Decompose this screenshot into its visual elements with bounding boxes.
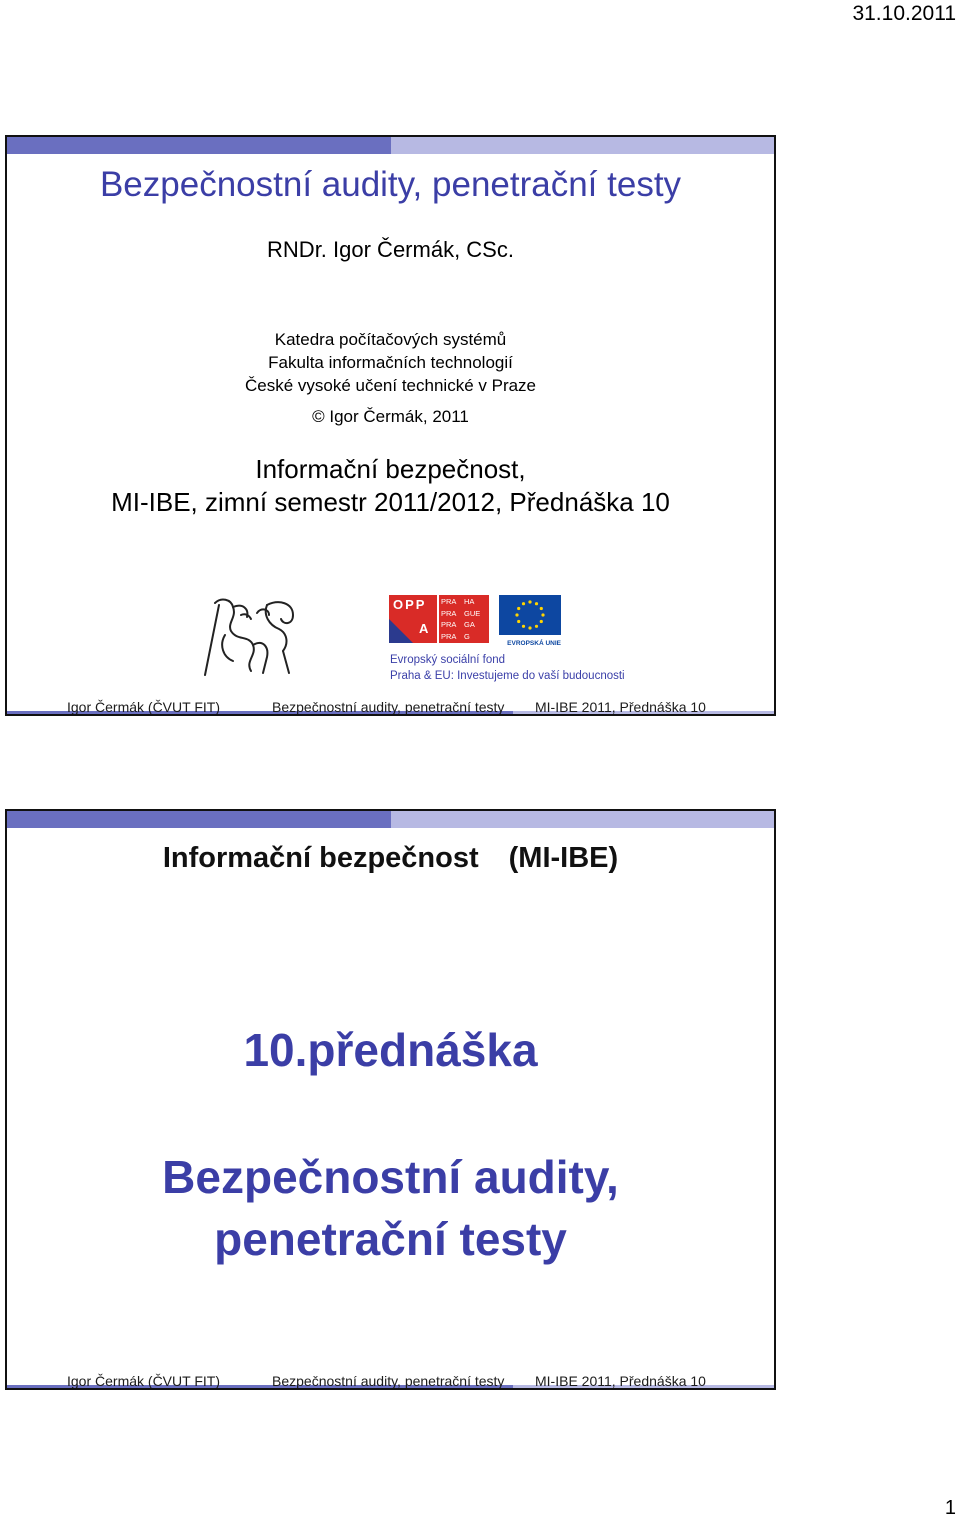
cvut-lion-logo-icon: [197, 595, 307, 677]
oppa-letter: A: [419, 621, 429, 636]
oppa-letter: P: [415, 597, 427, 612]
lecture-number: 10.přednáška: [243, 1024, 538, 1076]
eu-label: EVROPSKÁ UNIE: [507, 640, 561, 647]
affiliation-block: [7, 328, 774, 397]
slide-title: Bezpečnostní audity, penetrační testy: [99, 165, 682, 204]
copyright-line: © Igor Čermák, 2011: [312, 407, 469, 426]
footer-title: Bezpečnostní audity, penetrační testy: [272, 1373, 505, 1388]
top-bar-light-segment: [391, 811, 774, 828]
affiliation-line: Katedra počítačových systémů: [274, 330, 507, 349]
slide-top-bar: [7, 137, 774, 154]
footer-author: Igor Čermák (ČVUT FIT): [67, 1373, 220, 1388]
page-date: 31.10.2011: [852, 2, 956, 25]
top-bar-dark-segment: [7, 137, 391, 154]
praha-word: PRA: [441, 608, 457, 618]
topic-line: Bezpečnostní audity,: [162, 1151, 619, 1203]
slide-2: [5, 809, 776, 1390]
heading-course-name: Informační bezpečnost: [162, 842, 479, 874]
praha-word: PRA: [441, 631, 457, 641]
lecture-topic: [7, 1146, 774, 1270]
affiliation-line: Fakulta informačních technologií: [268, 353, 513, 372]
praha-word: GA: [464, 620, 475, 629]
praha-word: GUE: [464, 608, 481, 618]
praha-word: G: [464, 631, 470, 641]
top-bar-dark-segment: [7, 811, 391, 828]
course-line: Informační bezpečnost,: [255, 454, 526, 484]
affiliation-line: České vysoké učení technické v Praze: [244, 376, 537, 395]
footer-course: MI-IBE 2011, Přednáška 10: [535, 699, 706, 714]
eu-flag-logo: [499, 595, 561, 647]
page-number: 1: [944, 1497, 956, 1519]
footer-course: MI-IBE 2011, Přednáška 10: [535, 1373, 706, 1388]
oppa-red-block: [389, 595, 437, 643]
author-name: RNDr. Igor Čermák, CSc.: [267, 237, 514, 262]
praha-grid: [439, 595, 489, 643]
topic-line: penetrační testy: [214, 1213, 567, 1265]
praha-word: PRA: [441, 597, 457, 606]
eu-flag-icon: [499, 595, 561, 635]
slide-heading: [7, 842, 774, 875]
esf-line: Evropský sociální fond: [390, 654, 506, 666]
oppa-letter: P: [405, 597, 416, 612]
logo-row: [197, 595, 627, 695]
slide-footer: [7, 1368, 774, 1388]
slide-footer: [7, 694, 774, 714]
oppa-letter: O: [393, 597, 406, 612]
course-info: [7, 453, 774, 519]
heading-course-code: (MI-IBE): [508, 842, 619, 874]
slide-top-bar: [7, 811, 774, 828]
course-line: MI-IBE, zimní semestr 2011/2012, Přednáška 10: [111, 487, 670, 517]
footer-title: Bezpečnostní audity, penetrační testy: [272, 699, 505, 714]
esf-line: Praha & EU: Investujeme do vaší budoucnosti: [390, 670, 625, 682]
oppa-logo: [389, 595, 489, 643]
esf-caption: [390, 652, 625, 684]
praha-word: HA: [464, 597, 475, 606]
slide-1: [5, 135, 776, 716]
praha-word: PRA: [441, 620, 457, 629]
top-bar-light-segment: [391, 137, 774, 154]
footer-author: Igor Čermák (ČVUT FIT): [67, 699, 220, 714]
